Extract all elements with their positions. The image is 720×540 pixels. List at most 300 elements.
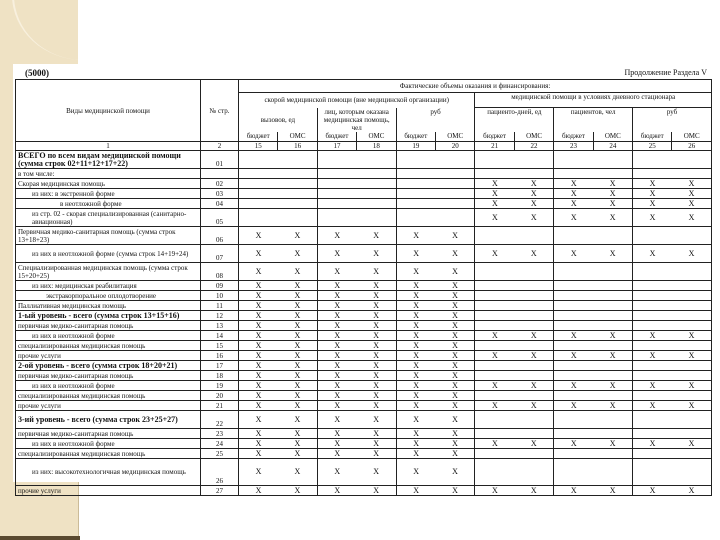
row-number: 26 <box>201 459 239 486</box>
not-applicable-mark: X <box>357 411 396 429</box>
not-applicable-mark: X <box>593 401 632 411</box>
not-applicable-mark: X <box>239 381 278 391</box>
not-applicable-mark: X <box>357 381 396 391</box>
not-applicable-mark: X <box>239 301 278 311</box>
data-cell <box>475 341 514 351</box>
table-row <box>16 301 712 311</box>
not-applicable-mark: X <box>436 371 475 381</box>
not-applicable-mark: X <box>278 331 317 341</box>
data-cell <box>633 341 672 351</box>
not-applicable-mark: X <box>436 301 475 311</box>
header-calls: вызовов, ед <box>239 108 318 132</box>
data-cell <box>672 311 712 321</box>
data-cell <box>593 449 632 459</box>
header-budget: бюджет <box>317 132 356 142</box>
row-label: из них в неотложной форме <box>16 331 201 341</box>
not-applicable-mark: X <box>317 429 356 439</box>
row-label: из них в неотложной форме (сумма строк 14+19+24) <box>16 245 201 263</box>
not-applicable-mark: X <box>672 401 712 411</box>
not-applicable-mark: X <box>278 429 317 439</box>
not-applicable-mark: X <box>239 439 278 449</box>
data-cell <box>514 459 553 486</box>
data-cell <box>475 391 514 401</box>
data-cell <box>593 301 632 311</box>
row-number: 20 <box>201 391 239 401</box>
data-cell <box>396 199 435 209</box>
not-applicable-mark: X <box>554 381 593 391</box>
header-oms: ОМС <box>593 132 632 142</box>
not-applicable-mark: X <box>317 291 356 301</box>
not-applicable-mark: X <box>672 331 712 341</box>
not-applicable-mark: X <box>317 486 356 496</box>
not-applicable-mark: X <box>278 486 317 496</box>
data-cell <box>514 341 553 351</box>
not-applicable-mark: X <box>554 401 593 411</box>
column-number: 19 <box>396 142 435 151</box>
data-cell <box>593 263 632 281</box>
row-label: прочие услуги <box>16 401 201 411</box>
row-number: 04 <box>201 199 239 209</box>
data-cell <box>514 291 553 301</box>
table-row <box>16 411 712 429</box>
not-applicable-mark: X <box>396 341 435 351</box>
data-cell <box>593 227 632 245</box>
data-cell <box>554 301 593 311</box>
data-cell <box>593 321 632 331</box>
table-row <box>16 151 712 169</box>
header-budget: бюджет <box>396 132 435 142</box>
not-applicable-mark: X <box>278 281 317 291</box>
not-applicable-mark: X <box>436 341 475 351</box>
table-row <box>16 449 712 459</box>
not-applicable-mark: X <box>475 401 514 411</box>
not-applicable-mark: X <box>436 361 475 371</box>
table-row <box>16 381 712 391</box>
row-label: в том числе: <box>16 169 201 179</box>
table-row <box>16 351 712 361</box>
row-number: 01 <box>201 151 239 169</box>
row-label: из них: в экстренной форме <box>16 189 201 199</box>
data-cell <box>554 411 593 429</box>
data-cell <box>357 151 396 169</box>
data-cell <box>514 281 553 291</box>
data-cell <box>672 263 712 281</box>
header-rub-day-hospital: руб <box>633 108 712 132</box>
not-applicable-mark: X <box>239 311 278 321</box>
not-applicable-mark: X <box>672 189 712 199</box>
header-oms: ОМС <box>357 132 396 142</box>
not-applicable-mark: X <box>317 263 356 281</box>
not-applicable-mark: X <box>239 341 278 351</box>
not-applicable-mark: X <box>239 411 278 429</box>
row-number: 19 <box>201 381 239 391</box>
not-applicable-mark: X <box>514 381 553 391</box>
not-applicable-mark: X <box>239 351 278 361</box>
data-cell <box>239 189 278 199</box>
data-cell <box>672 361 712 371</box>
data-cell <box>239 151 278 169</box>
data-cell <box>633 361 672 371</box>
row-label: Первичная медико-санитарная помощь (сумма строк 13+18+23) <box>16 227 201 245</box>
not-applicable-mark: X <box>396 311 435 321</box>
data-cell <box>475 449 514 459</box>
not-applicable-mark: X <box>278 291 317 301</box>
data-cell <box>672 411 712 429</box>
not-applicable-mark: X <box>278 341 317 351</box>
data-cell <box>633 291 672 301</box>
header-budget: бюджет <box>554 132 593 142</box>
not-applicable-mark: X <box>514 331 553 341</box>
table-row <box>16 341 712 351</box>
data-cell <box>554 263 593 281</box>
not-applicable-mark: X <box>672 486 712 496</box>
table-row <box>16 486 712 496</box>
data-cell <box>593 151 632 169</box>
table-row <box>16 227 712 245</box>
data-cell <box>475 263 514 281</box>
table-row <box>16 331 712 341</box>
not-applicable-mark: X <box>672 199 712 209</box>
not-applicable-mark: X <box>514 179 553 189</box>
row-number <box>201 169 239 179</box>
not-applicable-mark: X <box>633 209 672 227</box>
data-cell <box>514 301 553 311</box>
table-row <box>16 291 712 301</box>
table-row <box>16 199 712 209</box>
not-applicable-mark: X <box>317 321 356 331</box>
row-number: 21 <box>201 401 239 411</box>
data-cell <box>239 179 278 189</box>
not-applicable-mark: X <box>554 486 593 496</box>
data-cell <box>633 263 672 281</box>
data-cell <box>672 227 712 245</box>
table-row <box>16 245 712 263</box>
row-number: 10 <box>201 291 239 301</box>
table-row <box>16 361 712 371</box>
not-applicable-mark: X <box>593 179 632 189</box>
data-cell <box>554 459 593 486</box>
not-applicable-mark: X <box>357 301 396 311</box>
not-applicable-mark: X <box>396 411 435 429</box>
data-cell <box>475 361 514 371</box>
not-applicable-mark: X <box>436 227 475 245</box>
row-label: первичная медико-санитарная помощь <box>16 371 201 381</box>
not-applicable-mark: X <box>357 291 396 301</box>
column-number: 17 <box>317 142 356 151</box>
header-ambulance: скорой медицинской помощи (вне медицинской организации) <box>239 93 475 108</box>
row-number: 15 <box>201 341 239 351</box>
not-applicable-mark: X <box>633 486 672 496</box>
column-number: 24 <box>593 142 632 151</box>
not-applicable-mark: X <box>357 449 396 459</box>
data-cell <box>593 391 632 401</box>
data-cell <box>514 263 553 281</box>
not-applicable-mark: X <box>278 371 317 381</box>
not-applicable-mark: X <box>396 301 435 311</box>
not-applicable-mark: X <box>239 227 278 245</box>
header-oms: ОМС <box>436 132 475 142</box>
data-cell <box>239 199 278 209</box>
data-cell <box>357 179 396 189</box>
row-label: 2-ой уровень - всего (сумма строк 18+20+21) <box>16 361 201 371</box>
not-applicable-mark: X <box>593 381 632 391</box>
not-applicable-mark: X <box>317 449 356 459</box>
column-number: 23 <box>554 142 593 151</box>
not-applicable-mark: X <box>357 227 396 245</box>
not-applicable-mark: X <box>593 245 632 263</box>
not-applicable-mark: X <box>239 245 278 263</box>
not-applicable-mark: X <box>396 321 435 331</box>
medical-care-table <box>15 79 712 496</box>
data-cell <box>633 391 672 401</box>
not-applicable-mark: X <box>436 429 475 439</box>
not-applicable-mark: X <box>239 429 278 439</box>
row-number: 23 <box>201 429 239 439</box>
not-applicable-mark: X <box>278 311 317 321</box>
data-cell <box>278 189 317 199</box>
not-applicable-mark: X <box>672 209 712 227</box>
data-cell <box>633 429 672 439</box>
row-label: из них в неотложной форме <box>16 439 201 449</box>
not-applicable-mark: X <box>239 331 278 341</box>
not-applicable-mark: X <box>593 209 632 227</box>
not-applicable-mark: X <box>514 401 553 411</box>
data-cell <box>593 291 632 301</box>
data-cell <box>278 151 317 169</box>
column-number: 16 <box>278 142 317 151</box>
not-applicable-mark: X <box>357 263 396 281</box>
data-cell <box>593 169 632 179</box>
not-applicable-mark: X <box>357 371 396 381</box>
not-applicable-mark: X <box>278 301 317 311</box>
not-applicable-mark: X <box>239 486 278 496</box>
data-cell <box>475 169 514 179</box>
not-applicable-mark: X <box>554 439 593 449</box>
not-applicable-mark: X <box>514 439 553 449</box>
table-row <box>16 401 712 411</box>
data-cell <box>357 209 396 227</box>
header-budget: бюджет <box>239 132 278 142</box>
table-row <box>16 209 712 227</box>
not-applicable-mark: X <box>554 179 593 189</box>
row-label: специализированная медицинская помощь <box>16 341 201 351</box>
row-label: первичная медико-санитарная помощь <box>16 429 201 439</box>
not-applicable-mark: X <box>436 331 475 341</box>
data-cell <box>672 291 712 301</box>
data-cell <box>396 209 435 227</box>
data-cell <box>278 169 317 179</box>
data-cell <box>593 459 632 486</box>
column-number: 15 <box>239 142 278 151</box>
data-cell <box>633 449 672 459</box>
row-label: прочие услуги <box>16 486 201 496</box>
row-number: 06 <box>201 227 239 245</box>
row-number: 22 <box>201 411 239 429</box>
not-applicable-mark: X <box>317 439 356 449</box>
not-applicable-mark: X <box>672 381 712 391</box>
row-number: 24 <box>201 439 239 449</box>
not-applicable-mark: X <box>436 281 475 291</box>
not-applicable-mark: X <box>317 341 356 351</box>
not-applicable-mark: X <box>396 371 435 381</box>
table-row <box>16 439 712 449</box>
table-row <box>16 263 712 281</box>
not-applicable-mark: X <box>278 391 317 401</box>
not-applicable-mark: X <box>396 351 435 361</box>
not-applicable-mark: X <box>357 361 396 371</box>
not-applicable-mark: X <box>593 486 632 496</box>
data-cell <box>475 301 514 311</box>
not-applicable-mark: X <box>436 401 475 411</box>
not-applicable-mark: X <box>239 401 278 411</box>
row-number: 17 <box>201 361 239 371</box>
not-applicable-mark: X <box>633 381 672 391</box>
not-applicable-mark: X <box>278 401 317 411</box>
row-label: ВСЕГО по всем видам медицинской помощи (сумма строк 02+11+12+17+22) <box>16 151 201 169</box>
row-label: Паллиативная медицинская помощь <box>16 301 201 311</box>
row-label: экстракорпоральное оплодотворение <box>16 291 201 301</box>
data-cell <box>593 311 632 321</box>
not-applicable-mark: X <box>357 429 396 439</box>
not-applicable-mark: X <box>593 331 632 341</box>
not-applicable-mark: X <box>475 209 514 227</box>
not-applicable-mark: X <box>239 361 278 371</box>
data-cell <box>436 189 475 199</box>
data-cell <box>633 227 672 245</box>
not-applicable-mark: X <box>396 459 435 486</box>
column-number: 1 <box>16 142 201 151</box>
not-applicable-mark: X <box>357 439 396 449</box>
row-number: 25 <box>201 449 239 459</box>
not-applicable-mark: X <box>396 381 435 391</box>
column-number: 18 <box>357 142 396 151</box>
not-applicable-mark: X <box>593 199 632 209</box>
not-applicable-mark: X <box>436 459 475 486</box>
not-applicable-mark: X <box>475 381 514 391</box>
data-cell <box>593 411 632 429</box>
not-applicable-mark: X <box>672 351 712 361</box>
not-applicable-mark: X <box>357 391 396 401</box>
row-number: 16 <box>201 351 239 361</box>
column-number: 25 <box>633 142 672 151</box>
not-applicable-mark: X <box>317 411 356 429</box>
data-cell <box>317 209 356 227</box>
not-applicable-mark: X <box>593 189 632 199</box>
row-label: специализированная медицинская помощь <box>16 449 201 459</box>
not-applicable-mark: X <box>278 351 317 361</box>
not-applicable-mark: X <box>317 281 356 291</box>
data-cell <box>593 281 632 291</box>
data-cell <box>672 391 712 401</box>
data-cell <box>672 371 712 381</box>
not-applicable-mark: X <box>396 401 435 411</box>
row-label: из них: высокотехнологичная медицинская помощь <box>16 459 201 486</box>
data-cell <box>357 199 396 209</box>
not-applicable-mark: X <box>317 459 356 486</box>
not-applicable-mark: X <box>357 401 396 411</box>
not-applicable-mark: X <box>436 411 475 429</box>
data-cell <box>278 179 317 189</box>
data-cell <box>554 311 593 321</box>
row-label: из них: медицинская реабилитация <box>16 281 201 291</box>
row-label: специализированная медицинская помощь <box>16 391 201 401</box>
not-applicable-mark: X <box>436 449 475 459</box>
decorative-corner-top <box>0 0 78 64</box>
document-page <box>15 64 713 495</box>
column-number: 26 <box>672 142 712 151</box>
header-rub-ambulance: руб <box>396 108 475 132</box>
row-number: 18 <box>201 371 239 381</box>
not-applicable-mark: X <box>317 381 356 391</box>
row-label: 3-ий уровень - всего (сумма строк 23+25+27) <box>16 411 201 429</box>
not-applicable-mark: X <box>593 351 632 361</box>
not-applicable-mark: X <box>278 381 317 391</box>
data-cell <box>396 151 435 169</box>
not-applicable-mark: X <box>554 189 593 199</box>
column-number: 20 <box>436 142 475 151</box>
data-cell <box>554 371 593 381</box>
not-applicable-mark: X <box>239 291 278 301</box>
not-applicable-mark: X <box>475 331 514 341</box>
not-applicable-mark: X <box>396 486 435 496</box>
not-applicable-mark: X <box>396 449 435 459</box>
not-applicable-mark: X <box>357 341 396 351</box>
data-cell <box>514 411 553 429</box>
row-number: 14 <box>201 331 239 341</box>
not-applicable-mark: X <box>475 199 514 209</box>
not-applicable-mark: X <box>278 263 317 281</box>
data-cell <box>396 189 435 199</box>
data-cell <box>396 169 435 179</box>
not-applicable-mark: X <box>554 245 593 263</box>
not-applicable-mark: X <box>475 439 514 449</box>
data-cell <box>593 361 632 371</box>
data-cell <box>633 301 672 311</box>
not-applicable-mark: X <box>317 311 356 321</box>
not-applicable-mark: X <box>278 361 317 371</box>
not-applicable-mark: X <box>436 486 475 496</box>
not-applicable-mark: X <box>436 311 475 321</box>
data-cell <box>554 169 593 179</box>
not-applicable-mark: X <box>357 311 396 321</box>
data-cell <box>475 291 514 301</box>
not-applicable-mark: X <box>554 209 593 227</box>
data-cell <box>514 311 553 321</box>
data-cell <box>278 199 317 209</box>
not-applicable-mark: X <box>633 331 672 341</box>
data-cell <box>475 321 514 331</box>
data-cell <box>672 151 712 169</box>
data-cell <box>317 169 356 179</box>
header-oms: ОМС <box>278 132 317 142</box>
not-applicable-mark: X <box>436 291 475 301</box>
not-applicable-mark: X <box>278 245 317 263</box>
header-type: Виды медицинской помощи <box>16 80 201 142</box>
not-applicable-mark: X <box>357 245 396 263</box>
not-applicable-mark: X <box>278 439 317 449</box>
data-cell <box>317 189 356 199</box>
row-label: Специализированная медицинская помощь (сумма строк 15+20+25) <box>16 263 201 281</box>
not-applicable-mark: X <box>633 401 672 411</box>
not-applicable-mark: X <box>672 179 712 189</box>
data-cell <box>396 179 435 189</box>
not-applicable-mark: X <box>396 331 435 341</box>
not-applicable-mark: X <box>436 245 475 263</box>
not-applicable-mark: X <box>514 189 553 199</box>
not-applicable-mark: X <box>239 459 278 486</box>
data-cell <box>633 321 672 331</box>
section-continuation: Продолжение Раздела V <box>624 68 707 77</box>
